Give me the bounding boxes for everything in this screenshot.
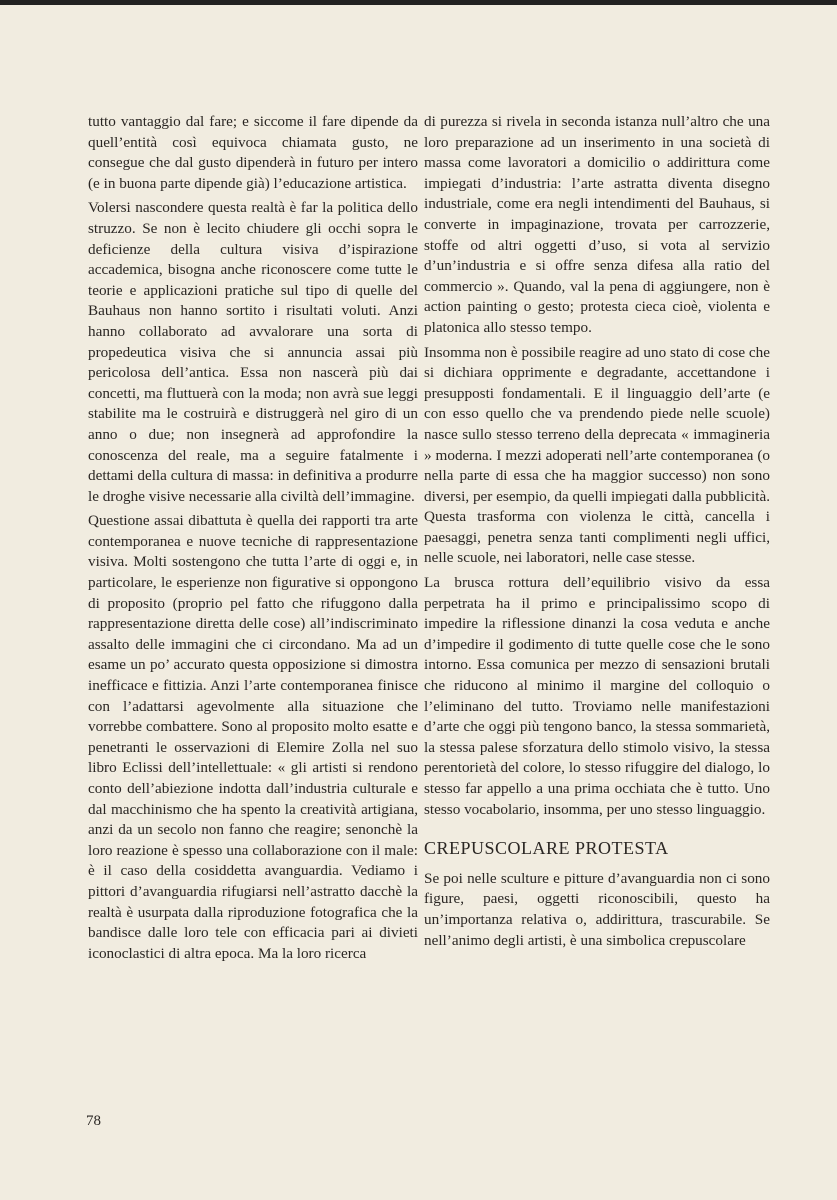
right-paragraph-2: Insomma non è possibile reagire ad uno stato di cose che si dichiara opprimente e degradante, accettandone i presupposti fondamentali. E il linguaggio dell’arte (e con esso quello che va prendendo piede nelle scuole) nasce sullo stesso terreno della deprecata « immagineria » moderna. I mezzi adoperati nell’arte contemporanea (o nella parte di essa che ha maggior successo) non sono diversi, per esempio, da quelli impiegati dalla pubblicità. Questa trasforma con violenza le città, cancella i paesaggi, penetra senza tanti complimenti negli uffici, nelle scuole, nei laboratori, nelle case stesse. [424,343,770,567]
right-paragraph-1: di purezza si rivela in seconda istanza null’altro che una loro preparazione ad un inserimento in una società di massa come lavoratori a domicilio o addirittura come impiegati d’industria: l’arte astratta diventa disegno industriale, come era negli intendimenti del Bauhaus, si converte in impaginazione, trovata per carrozzerie, stoffe od altri oggetti d’uso, si vota al servizio d’un’industria e si offre senza difesa alla ratio del commercio ». Quando, val la pena di aggiungere, non è action painting o gesto; protesta cieca cioè, violenta e platonica allo stesso tempo. [424,113,770,336]
left-paragraph-3: Questione assai dibattuta è quella dei rapporti tra arte contemporanea e nuove tecniche di rappresentazione visiva. Molti sostengono che tutta l’arte di oggi e, in particolare, le esperienze non figurative si oppongono di proposito (proprio pel fatto che rifuggono dalla rappresentazione diretta delle cose) all’indiscriminato assalto delle immagini che ci circondano. Ma ad un esame un po’ accurato questa opposizione si dimostra inefficace e fittizia. Anzi l’arte contemporanea finisce con l’adattarsi agevolmente alla situazione che vorrebbe combattere. Sono al proposito molto esatte e penetranti le osservazioni di Elemire Zolla nel suo libro Eclissi dell’intellettuale: « gli artisti si rendono conto dell’abiezione indotta dall’industria culturale e dal macchinismo che ha spento la creatività artigiana, anzi da un secolo non fanno che reagire; senonchè la loro reazione è spesso una collaborazione con il male: è il caso della cosiddetta avanguardia. Vediamo i pittori d’avanguardia rifugiarsi nell’astratto dacchè la realtà è usurpata dalla riproduzione fotografica che la bandisce dalle loro tele con efficacia pari ai divieti iconoclastici di altra epoca. Ma la loro ricerca [88,512,418,962]
left-paragraph-2: Volersi nascondere questa realtà è far la politica dello struzzo. Se non è lecito chiudere gli occhi sopra le deficienze della cultura visiva d’ispirazione accademica, bisogna anche riconoscere come tutte le teorie e applicazioni pratiche sul tipo di quelle del Bauhaus non hanno sortito i risultati voluti. Anzi hanno collaborato ad avvalorare una sorta di propedeutica visiva che si annuncia assai più pericolosa dell’antica. Essa non nascerà più dai concetti, ma fluttuerà con la moda; non avrà sue leggi stabilite ma le costruirà e distruggerà nel giro di un anno o due; non insegnerà ad approfondire la conoscenza del reale, ma a seguire fatalmente i dettami della cultura di massa: in definitiva a produrre le droghe visive necessarie alla civiltà dell’immagine. [88,199,418,505]
section-heading: CREPUSCOLARE PROTESTA [424,838,669,859]
page-number: 78 [86,1113,101,1129]
left-column [88,112,418,968]
right-column [424,112,770,955]
left-paragraph-1: tutto vantaggio dal fare; e siccome il fare dipende da quell’entità così equivoca chiamata gusto, ne consegue che dal gusto dipenderà in futuro per intero (e in buona parte dipende già) l’educazione artistica. [88,113,418,192]
right-paragraph-4: Se poi nelle sculture e pitture d’avanguardia non ci sono figure, paesi, oggetti riconoscibili, questo ha un’importanza relativa o, addirittura, trascurabile. Se nell’animo degli artisti, è una simbolica crepuscolare [424,869,770,949]
top-border [0,0,837,5]
right-paragraph-3: La brusca rottura dell’equilibrio visivo da essa perpetrata ha il primo e principalissimo scopo di impedire la riflessione dinanzi la cosa veduta e anche d’impedire il godimento di tutte quelle cose che le sono intorno. Essa comunica per mezzo di sensazioni brutali che riducono al minimo il margine del colloquio o l’eliminano del tutto. Troviamo nelle manifestazioni d’arte che oggi più tengono banco, la stessa sommarietà, la stessa palese sforzatura dello stimolo visivo, la stessa perentorietà del colore, lo stesso rifuggire del dialogo, lo stesso far appello a una prima occhiata che è tutto. Uno stesso vocabolario, insomma, per uno stesso linguaggio. [424,574,770,818]
